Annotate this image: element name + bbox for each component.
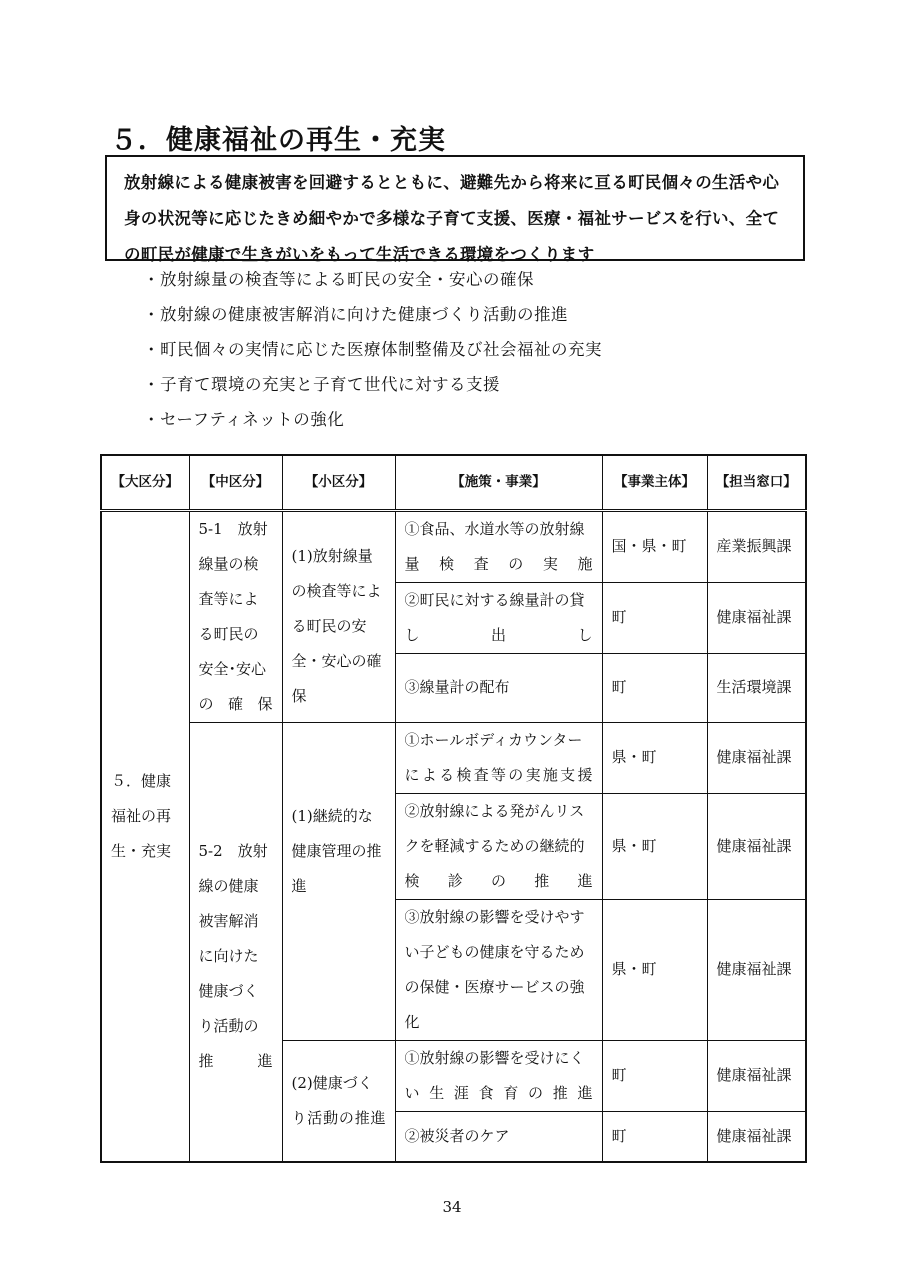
small-category-cell: (1)放射線量の検査等による町民の安全・安心の確保 (282, 510, 395, 722)
measure-cell: ②放射線による発がんリスクを軽減するための継続的検診の推進 (395, 793, 602, 899)
office-cell: 健康福祉課 (707, 899, 806, 1040)
entity-cell: 町 (602, 1111, 707, 1162)
measure-cell: ①食品、水道水等の放射線量検査の実施 (395, 510, 602, 582)
entity-cell: 県・町 (602, 899, 707, 1040)
goal-bullet: ・セーフティネットの強化 (143, 410, 345, 429)
entity-cell: 県・町 (602, 793, 707, 899)
mid-category-cell: 5-1 放射線量の検査等による町民の安全･安心の確保 (189, 510, 282, 722)
measure-cell: ②被災者のケア (395, 1111, 602, 1162)
office-cell: 健康福祉課 (707, 1111, 806, 1162)
office-cell: 健康福祉課 (707, 793, 806, 899)
header-entity: 【事業主体】 (602, 455, 707, 510)
small-category-cell: (1)継続的な健康管理の推進 (282, 722, 395, 1040)
office-cell: 産業振興課 (707, 510, 806, 582)
entity-cell: 県・町 (602, 722, 707, 793)
office-cell: 健康福祉課 (707, 582, 806, 653)
section-title: ５．健康福祉の再生・充実 (110, 125, 446, 156)
header-major-category: 【大区分】 (101, 455, 189, 510)
small-category-cell: (2)健康づくり活動の推進 (282, 1040, 395, 1162)
office-cell: 健康福祉課 (707, 1040, 806, 1111)
policy-table (100, 454, 807, 1163)
table-row (101, 510, 806, 582)
entity-cell: 町 (602, 1040, 707, 1111)
goal-bullet: ・町民個々の実情に応じた医療体制整備及び社会福祉の充実 (143, 340, 602, 359)
office-cell: 健康福祉課 (707, 722, 806, 793)
entity-cell: 町 (602, 653, 707, 722)
measure-cell: ③線量計の配布 (395, 653, 602, 722)
office-cell: 生活環境課 (707, 653, 806, 722)
entity-cell: 国・県・町 (602, 510, 707, 582)
table-header-row (101, 455, 806, 510)
page-number: 34 (442, 1198, 462, 1216)
header-mid-category: 【中区分】 (189, 455, 282, 510)
header-small-category: 【小区分】 (282, 455, 395, 510)
major-category-cell: ５．健康福祉の再生・充実 (101, 510, 189, 1162)
goal-bullet: ・子育て環境の充実と子育て世代に対する支援 (143, 375, 500, 394)
entity-cell: 町 (602, 582, 707, 653)
measure-cell: ①放射線の影響を受けにくい生涯食育の推進 (395, 1040, 602, 1111)
mid-category-cell: 5-2 放射線の健康被害解消に向けた健康づくり活動の推進 (189, 722, 282, 1162)
measure-cell: ②町民に対する線量計の貸し出し (395, 582, 602, 653)
goal-bullet: ・放射線の健康被害解消に向けた健康づくり活動の推進 (143, 305, 568, 324)
table-row (101, 722, 806, 793)
goal-bullet: ・放射線量の検査等による町民の安全・安心の確保 (143, 270, 534, 289)
header-measure: 【施策・事業】 (395, 455, 602, 510)
header-office: 【担当窓口】 (707, 455, 806, 510)
measure-cell: ①ホールボディカウンターによる検査等の実施支援 (395, 722, 602, 793)
section-summary-box: 放射線による健康被害を回避するとともに、避難先から将来に亘る町民個々の生活や心身の状況等に応じたきめ細やかで多様な子育て支援、医療・福祉サービスを行い、全ての町民が健康で生きがいをもって生活できる環境をつくります (105, 155, 805, 261)
measure-cell: ③放射線の影響を受けやすい子どもの健康を守るための保健・医療サービスの強化 (395, 899, 602, 1040)
goal-bullet-list (143, 262, 602, 437)
